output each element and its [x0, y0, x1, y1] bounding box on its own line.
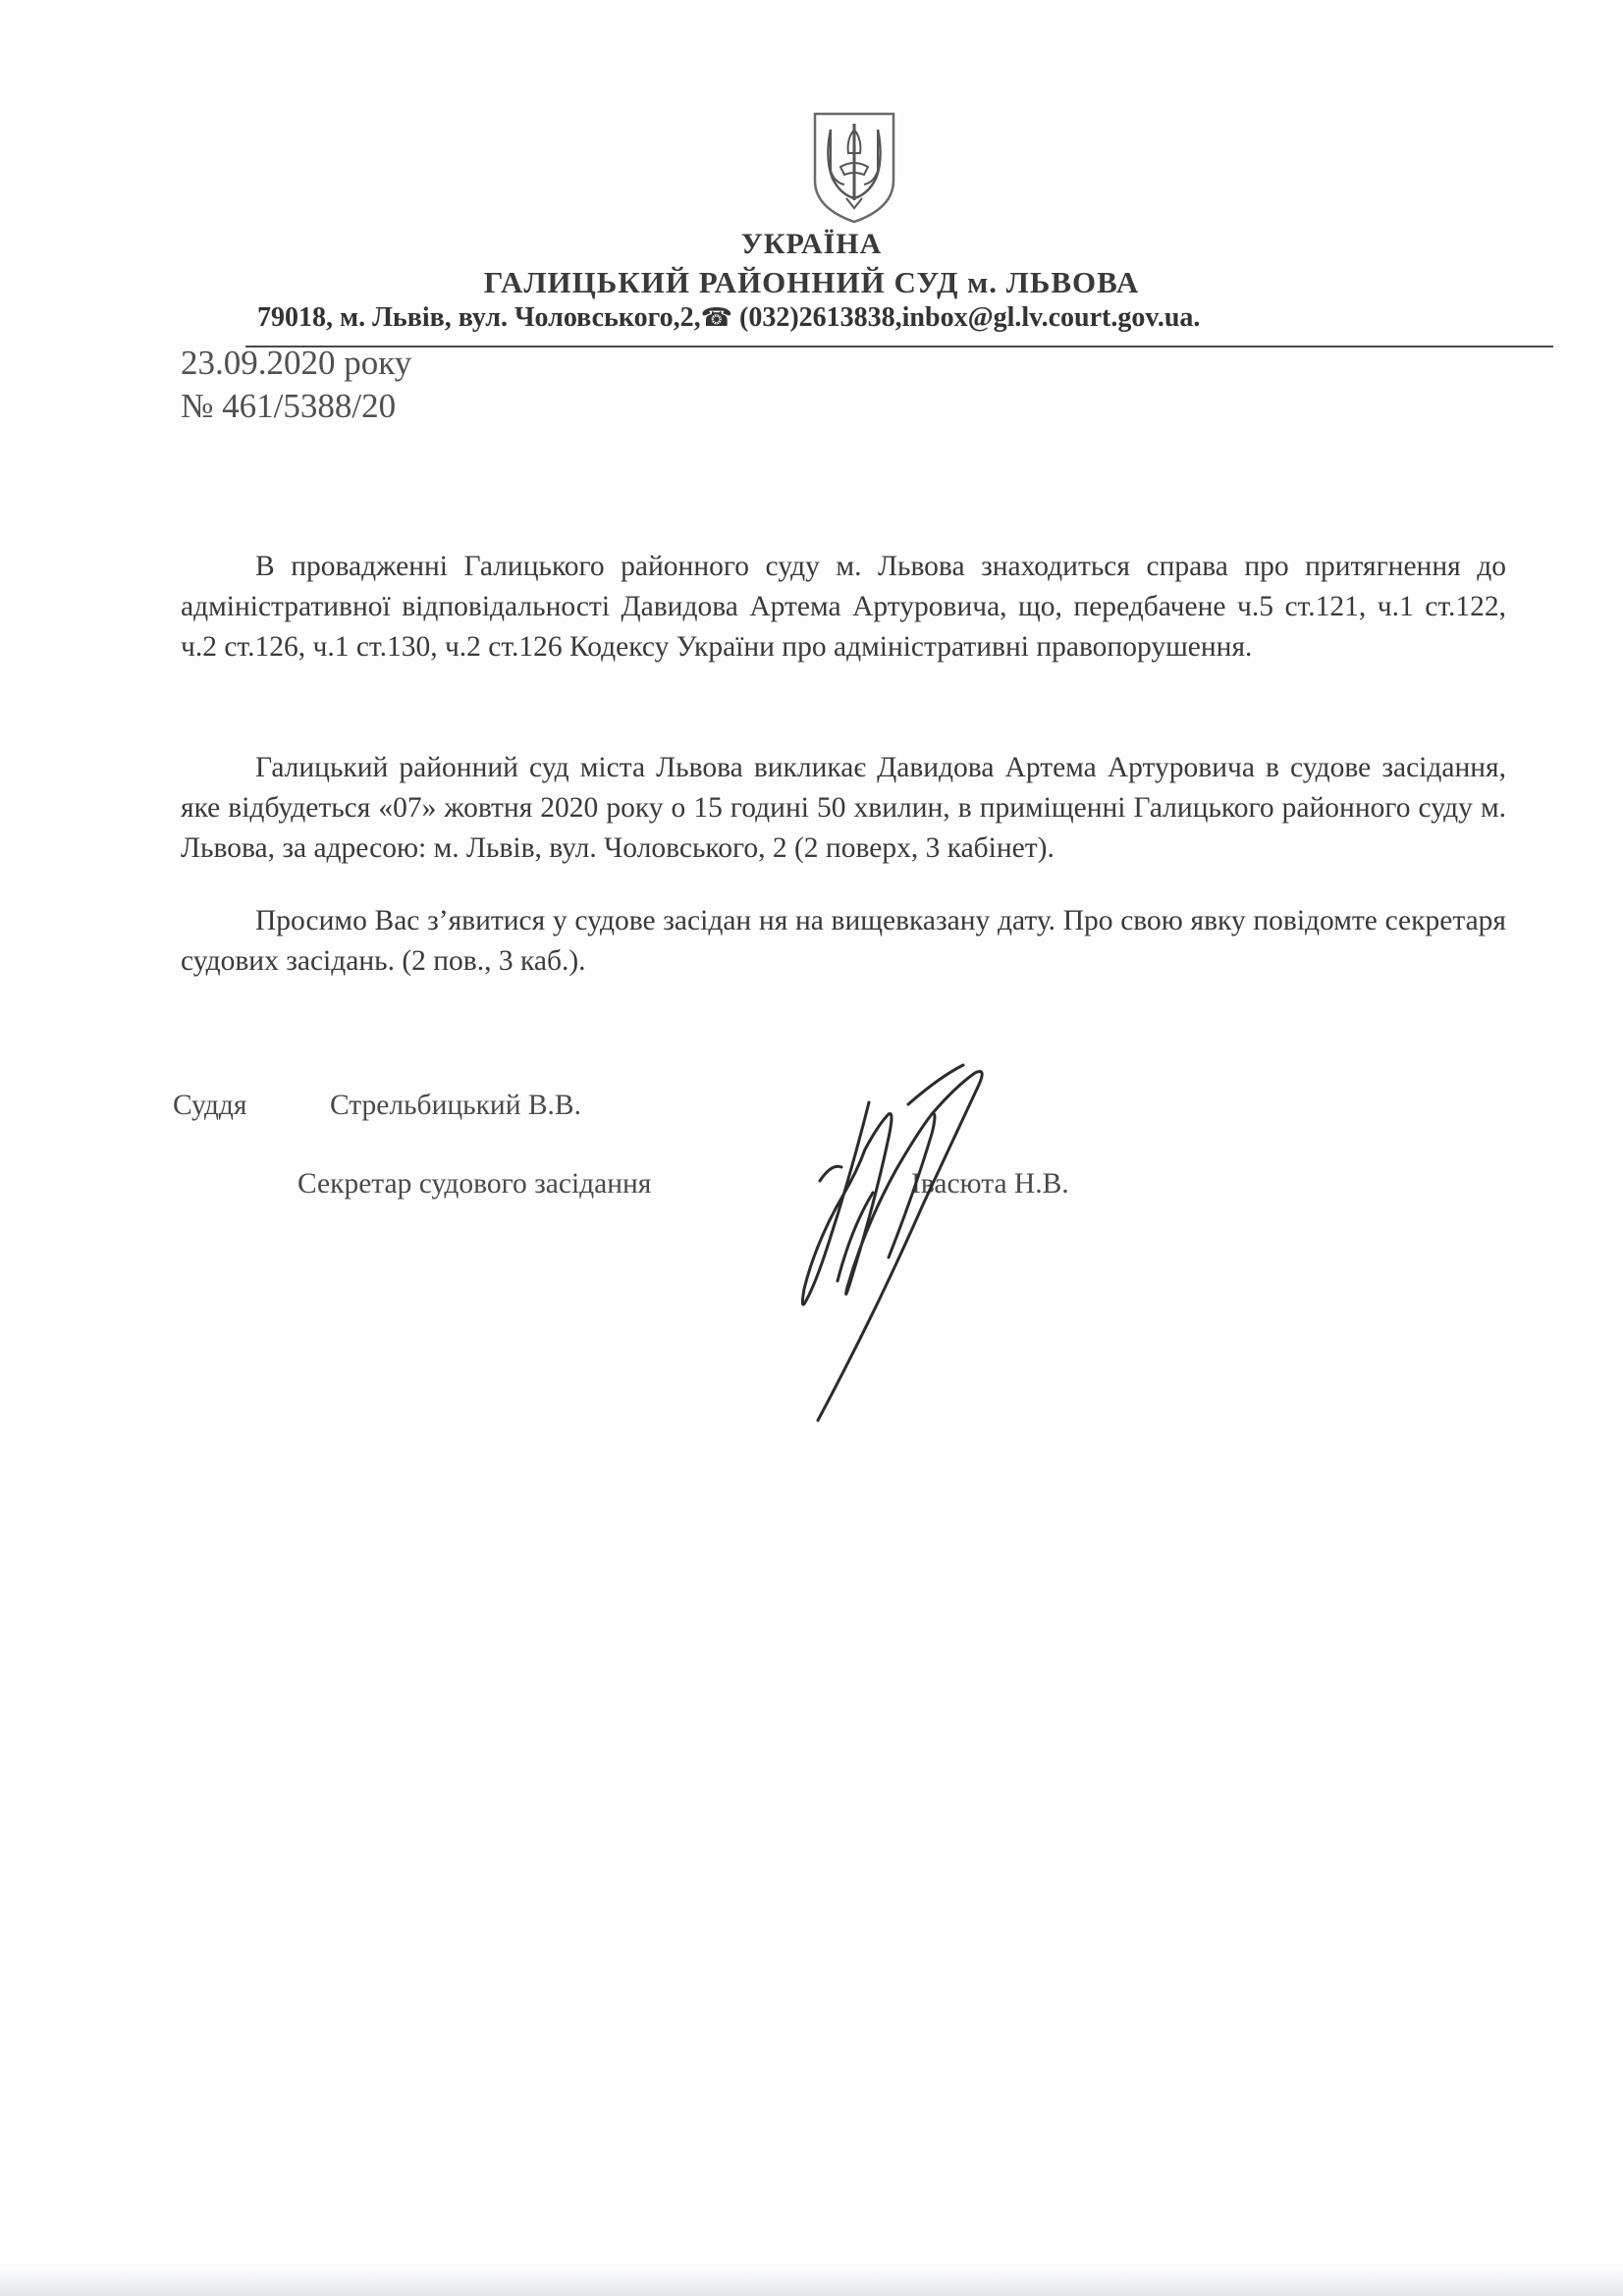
paragraph-1-text: В провадженні Галицького районного суду м. Львова знаходиться справа про притягнення до адміністративної відповідальності Давидова Артема Артуровича, що, передбачене ч.5 ст.121, ч.1 ст.122, ч.2 ст.126, ч.1 ст.130, ч.2 ст.126 Кодексу України про адміністративні правопорушення. — [181, 551, 1506, 663]
header-divider — [245, 346, 1553, 347]
address-street: 79018, м. Львів, вул. Чоловського,2, — [257, 302, 701, 333]
secretary-name: Івасюта Н.В. — [911, 1168, 1069, 1200]
judge-title: Суддя — [173, 1090, 247, 1121]
case-number: № 461/5388/20 — [181, 387, 397, 425]
paragraph-request — [181, 901, 1506, 982]
paragraph-summons — [181, 748, 1506, 869]
court-address — [257, 302, 1377, 334]
handwritten-signature-icon — [722, 1055, 1046, 1443]
country-title: УКРАЇНА — [740, 228, 883, 260]
paragraph-2-text: Галицький районний суд міста Львова викликає Давидова Артема Артуровича в судове засідання, яке відбудеться «07» жовтня 2020 року о 15 годині 50 хвилин, в приміщенні Галицького районного суду м. Львова, за адресою: м. Львів, вул. Чоловського, 2 (2 поверх, 3 кабінет). — [181, 752, 1506, 864]
judge-name: Стрельбицький В.В. — [330, 1090, 581, 1121]
secretary-title: Секретар судового засідання — [298, 1168, 652, 1200]
paragraph-case-info — [181, 547, 1506, 667]
trident-coat-of-arms-icon — [811, 110, 897, 226]
court-name: ГАЛИЦЬКИЙ РАЙОННИЙ СУД м. ЛЬВОВА — [483, 265, 1140, 299]
paragraph-3-text: Просимо Вас з’явитися у судове засідан ня на вищевказану дату. Про свою явку повідомте секретаря судових засідань. (2 пов., 3 каб.). — [181, 905, 1506, 977]
telephone-icon: ☎ — [700, 303, 732, 332]
scan-edge-shadow — [0, 2269, 1623, 2296]
document-date: 23.09.2020 року — [181, 344, 412, 382]
address-contacts: (032)2613838,inbox@gl.lv.court.gov.ua. — [732, 302, 1201, 333]
